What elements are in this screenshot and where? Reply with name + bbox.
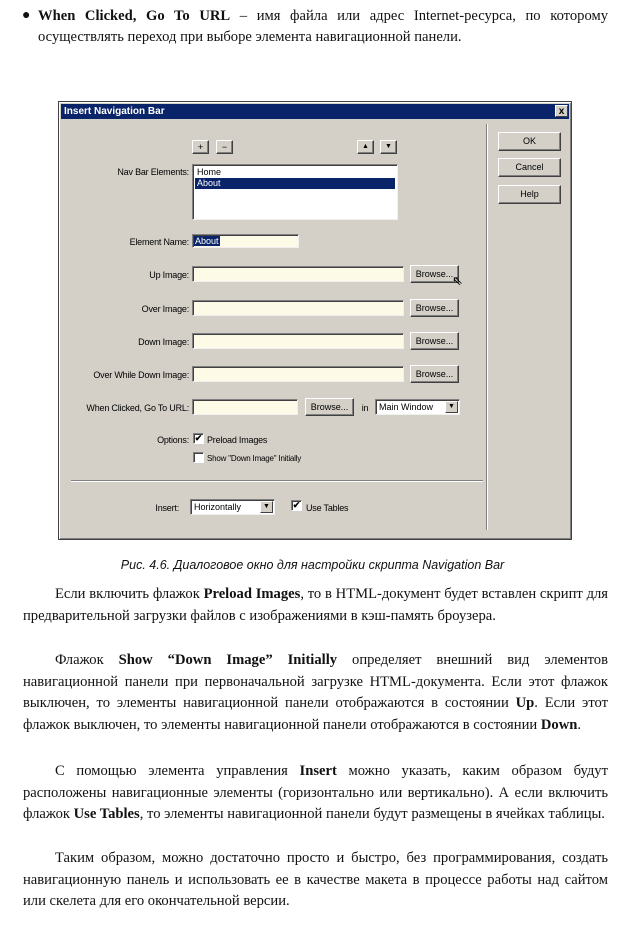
over-image-label: Over Image: [141, 304, 189, 314]
cancel-button[interactable]: Cancel [498, 158, 561, 177]
over-while-down-label: Over While Down Image: [93, 370, 189, 380]
element-name-input[interactable] [192, 234, 299, 248]
chevron-down-icon: ▼ [260, 501, 273, 513]
figure-caption: Рис. 4.6. Диалоговое окно для настройки скрипта Navigation Bar [120, 558, 505, 572]
list-item[interactable]: Home [197, 167, 222, 177]
over-image-input[interactable] [192, 300, 404, 316]
show-down-image-checkbox[interactable] [193, 452, 204, 463]
nav-bar-elements-list[interactable] [192, 164, 398, 220]
dialog-titlebar [61, 104, 569, 119]
list-item[interactable]: About [195, 178, 395, 189]
show-down-image-label: Show "Down Image" Initially [207, 454, 302, 463]
down-image-browse-button[interactable]: Browse... [410, 332, 459, 350]
mouse-cursor-icon: ⇖ [452, 273, 463, 288]
over-while-down-browse-button[interactable]: Browse... [410, 365, 459, 383]
move-up-button[interactable]: ▲ [357, 140, 374, 154]
over-image-browse-button[interactable]: Browse... [410, 299, 459, 317]
over-while-down-input[interactable] [192, 366, 404, 382]
move-down-button[interactable]: ▼ [380, 140, 397, 154]
add-element-button[interactable]: + [192, 140, 209, 154]
preload-images-checkbox[interactable]: ✔ [194, 433, 203, 443]
target-window-value: Main Window [379, 402, 434, 412]
use-tables-label: Use Tables [306, 503, 349, 513]
insert-orientation-value: Horizontally [194, 502, 242, 512]
target-window-select[interactable] [375, 399, 460, 415]
vertical-divider [486, 124, 488, 530]
options-label: Options: [157, 435, 189, 445]
remove-element-button[interactable]: − [216, 140, 233, 154]
use-tables-checkbox[interactable]: ✔ [292, 500, 301, 510]
divider [71, 480, 483, 482]
dialog-title: Insert Navigation Bar [64, 106, 165, 117]
preload-images-label: Preload Images [207, 435, 268, 445]
ok-button[interactable]: OK [498, 132, 561, 151]
down-image-label: Down Image: [138, 337, 189, 347]
nav-bar-elements-label: Nav Bar Elements: [117, 167, 189, 177]
chevron-down-icon: ▼ [445, 401, 458, 413]
up-image-input[interactable] [192, 266, 404, 282]
up-image-label: Up Image: [149, 270, 189, 280]
insert-label: Insert: [155, 503, 179, 513]
down-image-input[interactable] [192, 333, 404, 349]
in-label: in [361, 403, 369, 413]
up-image-browse-button[interactable]: Browse... [410, 265, 459, 283]
url-browse-button[interactable]: Browse... [305, 398, 354, 416]
bullet-icon: ● [22, 8, 31, 23]
intro-bullet [22, 6, 608, 47]
paragraph: Если включить флажок Preload Images, то в HTML-документ будет вставлен скрипт для предварительной загрузки файлов с изображениями в кэш-память броузера. [23, 586, 608, 624]
intro-term: When Clicked, Go To URL [38, 8, 231, 24]
close-icon[interactable]: x [555, 105, 568, 117]
url-label: When Clicked, Go To URL: [86, 403, 189, 413]
paragraph: Таким образом, можно достаточно просто и быстро, без программирования, создать навигационную панель и использовать ее в качестве макета в процессе работы над сайтом или скелета для его окончательной версии. [23, 850, 608, 910]
paragraph: Флажок Show “Down Image” Initially определяет внешний вид элементов навигационной панели при первоначальной загрузке HTML-документа. Если этот флажок выключен, то элементы навигационной панели отображаются в состоянии Up. Если этот флажок выключен, то элементы навигационной панели отображаются в состоянии Down. [23, 652, 608, 734]
url-input[interactable] [192, 399, 298, 415]
help-button[interactable]: Help [498, 185, 561, 204]
insert-navigation-bar-dialog [58, 101, 572, 540]
intro-text: – имя файла или адрес Internet-ресурса, по которому осуществлять переход при выборе элемента навигационной панели. [38, 8, 608, 45]
element-name-label: Element Name: [129, 237, 189, 247]
paragraph: С помощью элемента управления Insert можно указать, каким образом будут расположены навигационные элементы (горизонтально или вертикально). А если включить флажок Use Tables, то элементы навигационной панели будут размещены в ячейках таблицы. [23, 763, 608, 823]
insert-orientation-select[interactable] [190, 499, 275, 515]
element-name-value: About [195, 236, 219, 246]
